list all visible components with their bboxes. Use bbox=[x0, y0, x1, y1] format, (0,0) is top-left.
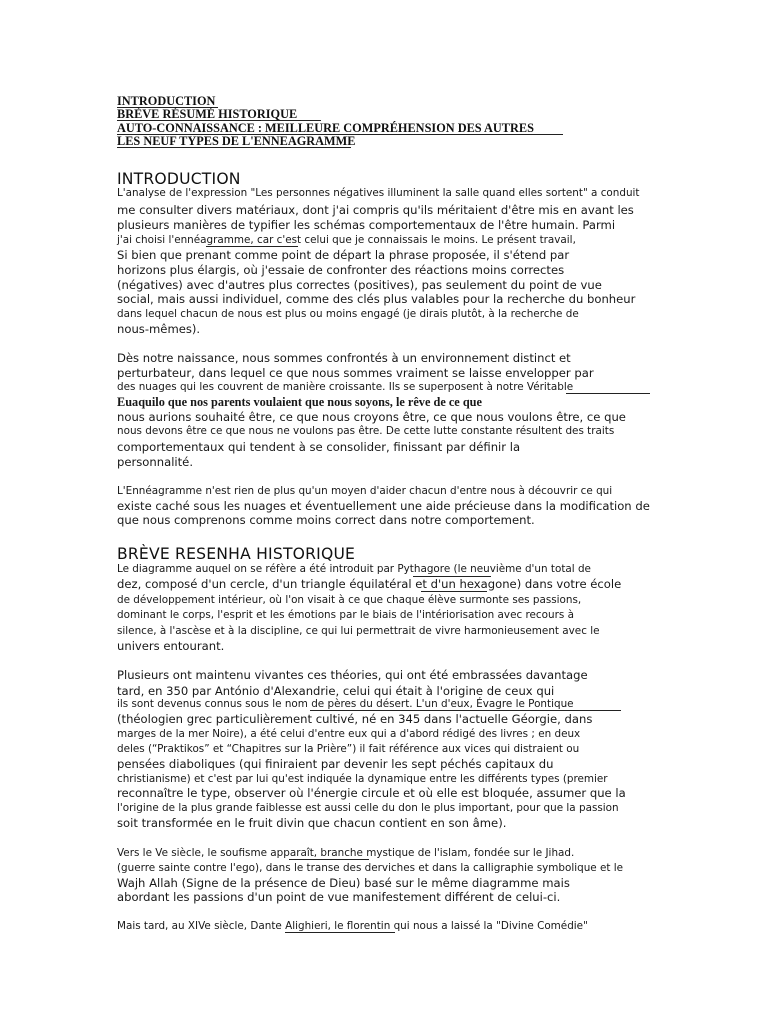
text-line: nous aurions souhaité être, ce que nous croyons être, ce que nous voulons être, ce que bbox=[117, 410, 626, 424]
text-line: nous devons être ce que nous ne voulons pas être. De cette lutte constante résultent des traits bbox=[117, 425, 615, 437]
text-line: dans lequel chacun de nous est plus ou moins engagé (je dirais plutôt, à la recherche de bbox=[117, 308, 579, 320]
text-line: (négatives) avec d'autres plus correctes (positives), pas seulement du point de vue bbox=[117, 278, 602, 292]
toc-item-auto-connaissance[interactable] bbox=[117, 122, 534, 135]
text-line: des nuages qui les couvrent de manière croissante. Ils se superposent à notre Véritable bbox=[117, 381, 574, 393]
text-line: tard, en 350 par António d'Alexandrie, celui qui était à l'origine de ceux qui bbox=[117, 684, 555, 698]
text-line: reconnaître le type, observer où l'énergie circule et où elle est bloquée, assumer que la bbox=[117, 786, 626, 800]
text-line: L'analyse de l'expression "Les personnes négatives illuminent la salle quand elles sortent" a conduit bbox=[117, 187, 640, 199]
text-line: (théologien grec particulièrement cultivé, né en 345 dans l'actuelle Géorgie, dans bbox=[117, 712, 593, 726]
text-line: existe caché sous les nuages et éventuellement une aide précieuse dans la modification de bbox=[117, 499, 650, 513]
text-line: que nous comprenons comme moins correct dans notre comportement. bbox=[117, 513, 535, 527]
text-line: me consulter divers matériaux, dont j'ai compris qu'ils méritaient d'être mis en avant les bbox=[117, 203, 634, 217]
text-line: soit transformée en le fruit divin que chacun contient en son âme). bbox=[117, 816, 507, 830]
text-line: ils sont devenus connus sous le nom de pères du désert. L'un d'eux, Évagre le Pontique bbox=[117, 698, 574, 710]
text-line: pensées diaboliques (qui finiraient par devenir les sept péchés capitaux du bbox=[117, 757, 554, 771]
section-title-historique: BRÈVE RESENHA HISTORIQUE bbox=[117, 545, 356, 563]
text-line: abordant les passions d'un point de vue manifestement différent de celui-ci. bbox=[117, 890, 561, 904]
text-line: Si bien que prenant comme point de départ la phrase proposée, il s'étend par bbox=[117, 248, 570, 262]
text-line: Dès notre naissance, nous sommes confrontés à un environnement distinct et bbox=[117, 351, 571, 365]
text-line: dez, composé d'un cercle, d'un triangle équilatéral et d'un hexagone) dans votre école bbox=[117, 577, 622, 591]
text-line: silence, à l'ascèse et à la discipline, ce qui lui permettrait de vivre harmonieusement avec le bbox=[117, 625, 600, 637]
text-line: de développement intérieur, où l'on visait à ce que chaque élève surmonte ses passions, bbox=[117, 594, 582, 606]
text-line: horizons plus élargis, où j'essaie de confronter des réactions moins correctes bbox=[117, 263, 565, 277]
text-line: perturbateur, dans lequel ce que nous sommes vraiment se laisse envelopper par bbox=[117, 366, 594, 380]
text-line: deles (“Praktikos” et “Chapitres sur la Prière”) il fait référence aux vices qui distraient ou bbox=[117, 743, 580, 755]
text-line: plusieurs manières de typifier les schémas comportementaux de l'être humain. Parmi bbox=[117, 218, 616, 232]
toc-item-neuf-types[interactable] bbox=[117, 135, 534, 148]
text-line: dominant le corps, l'esprit et les émotions par le biais de l'intériorisation avec recours à bbox=[117, 609, 574, 621]
text-line: Le diagramme auquel on se réfère a été introduit par Pythagore (le neuvième d'un total de bbox=[117, 563, 591, 575]
text-line: (guerre sainte contre l'ego), dans le transe des derviches et dans la calligraphie symbolique et le bbox=[117, 862, 624, 874]
text-line-bold: Euaquilo que nos parents voulaient que nous soyons, le rêve de ce que bbox=[117, 395, 482, 409]
text-line: social, mais aussi individuel, comme des clés plus valables pour la recherche du bonheur bbox=[117, 292, 636, 306]
text-line: comportementaux qui tendent à se consolider, finissant par définir la bbox=[117, 440, 521, 454]
toc-item-historique[interactable] bbox=[117, 108, 534, 121]
text-line: Plusieurs ont maintenu vivantes ces théories, qui ont été embrassées davantage bbox=[117, 668, 588, 682]
text-line: l'origine de la plus grande faiblesse est aussi celle du don le plus important, pour que la passion bbox=[117, 802, 619, 814]
text-line: Wajh Allah (Signe de la présence de Dieu) basé sur le même diagramme mais bbox=[117, 876, 570, 890]
toc-item-label: LES NEUF TYPES DE L'ENNEAGRAMME bbox=[117, 133, 356, 148]
table-of-contents bbox=[117, 95, 534, 148]
text-line: Vers le Ve siècle, le soufisme apparaît, branche mystique de l'islam, fondée sur le Jihad. bbox=[117, 847, 575, 859]
text-line: christianisme) et c'est par lui qu'est indiquée la dynamique entre les différents types (premier bbox=[117, 773, 608, 785]
section-title-introduction: INTRODUCTION bbox=[117, 170, 241, 188]
toc-item-label: AUTO-CONNAISSANCE : MEILLEURE COMPRÉHENSION DES AUTRES bbox=[117, 120, 534, 135]
text-line: nous-mêmes). bbox=[117, 322, 201, 336]
toc-item-introduction[interactable] bbox=[117, 95, 534, 108]
text-line: L'Ennéagramme n'est rien de plus qu'un moyen d'aider chacun d'entre nous à découvrir ce qui bbox=[117, 485, 613, 497]
text-line: Mais tard, au XIVe siècle, Dante Alighieri, le florentin qui nous a laissé la "Divine Comédie" bbox=[117, 920, 588, 932]
text-line: j'ai choisi l'ennéagramme, car c'est celui que je connaissais le moins. Le présent travail, bbox=[117, 234, 576, 246]
text-line: marges de la mer Noire), a été celui d'entre eux qui a d'abord rédigé des livres ; en deux bbox=[117, 728, 581, 740]
text-line: personnalité. bbox=[117, 455, 193, 469]
text-line: univers entourant. bbox=[117, 639, 225, 653]
toc-item-label: BRÈVE RÉSUMÉ HISTORIQUE bbox=[117, 107, 298, 122]
toc-item-label: INTRODUCTION bbox=[117, 94, 216, 108]
